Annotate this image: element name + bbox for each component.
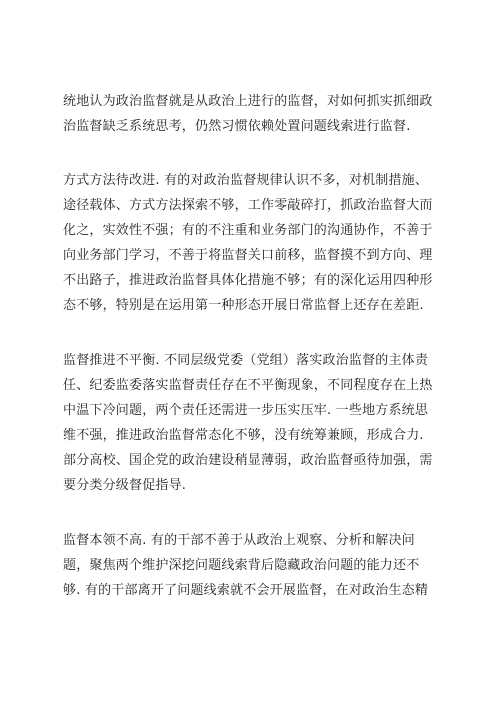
text-line: 中温下冷问题，两个责任还需进一步压实压牢. 一些地方系统思 [63,403,429,418]
text-line: 够. 有的干部离开了问题线索就不会开展监督，在对政治生态精 [63,583,429,598]
paragraph-3 [63,348,453,498]
text-line: 化之，实效性不强；有的不注重和业务部门的沟通协作，不善于 [63,223,433,238]
text-line: 监督本领不高. 有的干部不善于从政治上观察、分析和解决问 [63,533,415,548]
paragraph-1 [63,89,453,139]
text-line: 治监督缺乏系统思考，仍然习惯依赖处置问题线索进行监督. [63,119,411,134]
text-line: 题，聚焦两个维护深挖问题线索背后隐藏政治问题的能力还不 [63,558,420,573]
text-line: 维不强，推进政治监督常态化不够，没有统筹兼顾，形成合力. [63,428,424,443]
text-line: 监督推进不平衡. 不同层级党委（党组）落实政治监督的主体责 [63,353,429,368]
text-line: 向业务部门学习，不善于将监督关口前移，监督摸不到方向、理 [63,248,433,263]
text-line: 途径载体、方式方法探索不够，工作零敲碎打，抓政治监督大而 [63,198,433,213]
paragraph-4 [63,528,453,603]
text-line: 方式方法待改进. 有的对政治监督规律认识不多，对机制措施、 [63,173,429,188]
text-line: 态不够，特别是在运用第一种形态开展日常监督上还存在差距. [63,298,424,313]
text-line: 部分高校、国企党的政治建设稍显薄弱，政治监督亟待加强，需 [63,453,433,468]
text-line: 不出路子，推进政治监督具体化措施不够；有的深化运用四种形 [63,273,433,288]
text-line: 统地认为政治监督就是从政治上进行的监督，对如何抓实抓细政 [63,94,433,109]
text-line: 任、纪委监委落实监督责任存在不平衡现象，不同程度存在上热 [63,378,433,393]
text-line: 要分类分级督促指导. [63,478,187,493]
paragraph-2 [63,168,453,318]
